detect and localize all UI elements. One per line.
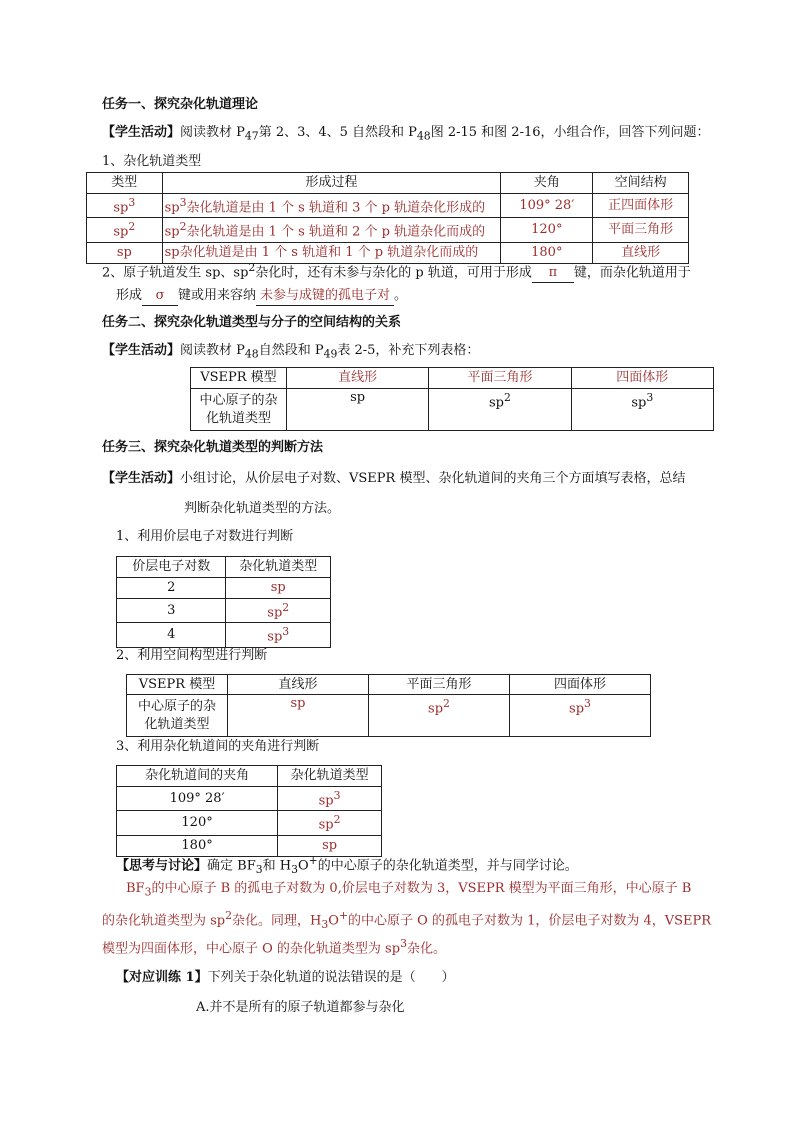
task1-activity: 【学生活动】阅读教材 $P_{47}$第 2、3、4、5 自然段和 $P_{48}$图 2-15 和图 2-16，小组合作，回答下列问题： xyxy=(102,125,710,143)
cell-angle: 120° xyxy=(117,811,278,835)
type-sp3: $sp^3$ xyxy=(571,389,713,431)
model-linear: 直线形 xyxy=(228,675,369,695)
table-row xyxy=(117,811,382,835)
vsepr-table xyxy=(190,367,714,431)
table-row xyxy=(117,578,331,599)
type-sp2: $sp^2$ xyxy=(429,389,571,431)
task2-heading: 任务二、探究杂化轨道类型与分子的空间结构的关系 xyxy=(102,315,402,330)
cell-type: sp xyxy=(278,835,382,856)
cell-shape: 正四面体形 xyxy=(593,194,689,218)
task3-activity-line1: 【学生活动】小组讨论，从价层电子对数、VSEPR 模型、杂化轨道间的夹角三个方面填写表格，总结 xyxy=(102,471,686,486)
header-hybrid-type: 杂化轨道类型 xyxy=(278,766,382,787)
type-sp3: $sp^3$ xyxy=(510,695,651,737)
cell-angle: 180° xyxy=(501,242,593,263)
row-label-vsepr: VSEPR 模型 xyxy=(191,368,287,389)
type-sp: sp xyxy=(286,389,428,431)
cell-type: $sp^2$ xyxy=(278,811,382,835)
cell-type: $sp^3$ xyxy=(226,623,331,647)
header-pair-count: 价层电子对数 xyxy=(117,557,226,578)
table-row xyxy=(117,623,331,647)
cell-type: $sp^3$ xyxy=(278,787,382,811)
table-row xyxy=(117,787,382,811)
model-linear: 直线形 xyxy=(286,368,428,389)
method3-title: 3、利用杂化轨道间的夹角进行判断 xyxy=(116,739,320,754)
cell-type: $sp^2$ xyxy=(226,599,331,623)
type-sp: sp xyxy=(228,695,369,737)
model-trigonal: 平面三角形 xyxy=(369,675,510,695)
task2-activity: 【学生活动】阅读教材 $P_{48}$自然段和 $P_{49}$表 2-5，补充下列表格： xyxy=(102,343,480,361)
method1-title: 1、利用价层电子对数进行判断 xyxy=(116,529,294,544)
header-process: 形成过程 xyxy=(162,173,501,194)
discussion-question: 【思考与讨论】确定 $BF_3$和 $H_3O^+$的中心原子的杂化轨道类型，并与同学讨论。 xyxy=(116,854,578,876)
cell-process: $sp^2$杂化轨道是由 1 个 s 轨道和 2 个 p 轨道杂化而成的 xyxy=(162,218,501,242)
model-trigonal: 平面三角形 xyxy=(429,368,571,389)
cell-process: $sp^3$杂化轨道是由 1 个 s 轨道和 3 个 p 轨道杂化形成的 xyxy=(162,194,501,218)
cell-type: sp xyxy=(226,578,331,599)
fill-blank-sigma: σ xyxy=(142,287,178,306)
discussion-answer-line3: 模型为四面体形，中心原子 O 的杂化轨道类型为 $sp^3$杂化。 xyxy=(102,937,446,957)
task1-question2-line1: 2、原子轨道发生 sp、$sp^2$杂化时，还有未参与杂化的 p 轨道，可用于形成 π 键，而杂化轨道用于 xyxy=(102,259,691,283)
method2-title: 2、利用空间构型进行判断 xyxy=(116,648,268,663)
cell-shape: 平面三角形 xyxy=(593,218,689,242)
row-label-hybrid: 中心原子的杂 化轨道类型 xyxy=(191,389,287,431)
cell-angle: 180° xyxy=(117,835,278,856)
cell-type: $sp^3$ xyxy=(87,194,163,218)
header-shape: 空间结构 xyxy=(593,173,689,194)
cell-count: 3 xyxy=(117,599,226,623)
cell-count: 2 xyxy=(117,578,226,599)
type-sp2: $sp^2$ xyxy=(369,695,510,737)
task1-section1-title: 1、杂化轨道类型 xyxy=(102,154,202,169)
cell-process: sp杂化轨道是由 1 个 s 轨道和 1 个 p 轨道杂化而成的 xyxy=(162,242,501,263)
model-tetrahedral: 四面体形 xyxy=(510,675,651,695)
task3-activity-line2: 判断杂化轨道类型的方法。 xyxy=(184,501,341,516)
table-row xyxy=(117,599,331,623)
task1-question2-line2: 形成 σ 键或用来容纳 未参与成键的孤电子对 。 xyxy=(116,287,407,306)
cell-type: sp xyxy=(87,242,163,263)
row-label-vsepr: VSEPR 模型 xyxy=(127,675,228,695)
cell-angle: 109° 28′ xyxy=(501,194,593,218)
discussion-answer-line2: 的杂化轨道类型为 $sp^2$杂化。同理，$H_3O^+$的中心原子 O 的孤电子对数为 1，价层电子对数为 4，VSEPR xyxy=(102,909,712,931)
hybrid-type-table xyxy=(86,172,689,264)
header-hybrid-type: 杂化轨道类型 xyxy=(226,557,331,578)
model-tetrahedral: 四面体形 xyxy=(571,368,713,389)
task3-heading: 任务三、探究杂化轨道类型的判断方法 xyxy=(102,440,324,455)
cell-angle: 120° xyxy=(501,218,593,242)
cell-type: $sp^2$ xyxy=(87,218,163,242)
fill-blank-pi: π xyxy=(532,264,574,283)
cell-angle: 109° 28′ xyxy=(117,787,278,811)
table-row xyxy=(87,194,689,218)
discussion-answer-line1: $BF_3$的中心原子 B 的孤电子对数为 0,价层电子对数为 3，VSEPR 模型为平面三角形，中心原子 B xyxy=(126,881,692,899)
angle-table xyxy=(116,765,382,857)
header-angle: 杂化轨道间的夹角 xyxy=(117,766,278,787)
row-label-hybrid: 中心原子的杂 化轨道类型 xyxy=(127,695,228,737)
table-row xyxy=(87,218,689,242)
electron-pair-table xyxy=(116,556,331,648)
practice-question: 【对应训练 1】下列关于杂化轨道的说法错误的是（ ） xyxy=(116,970,455,985)
cell-shape: 直线形 xyxy=(593,242,689,263)
header-type: 类型 xyxy=(87,173,163,194)
practice-option-a: A.并不是所有的原子轨道都参与杂化 xyxy=(196,1000,405,1015)
fill-blank-lone-pair: 未参与成键的孤电子对 xyxy=(256,287,394,306)
header-angle: 夹角 xyxy=(501,173,593,194)
shape-table xyxy=(126,674,651,737)
task1-heading: 任务一、探究杂化轨道理论 xyxy=(102,97,259,112)
cell-count: 4 xyxy=(117,623,226,647)
